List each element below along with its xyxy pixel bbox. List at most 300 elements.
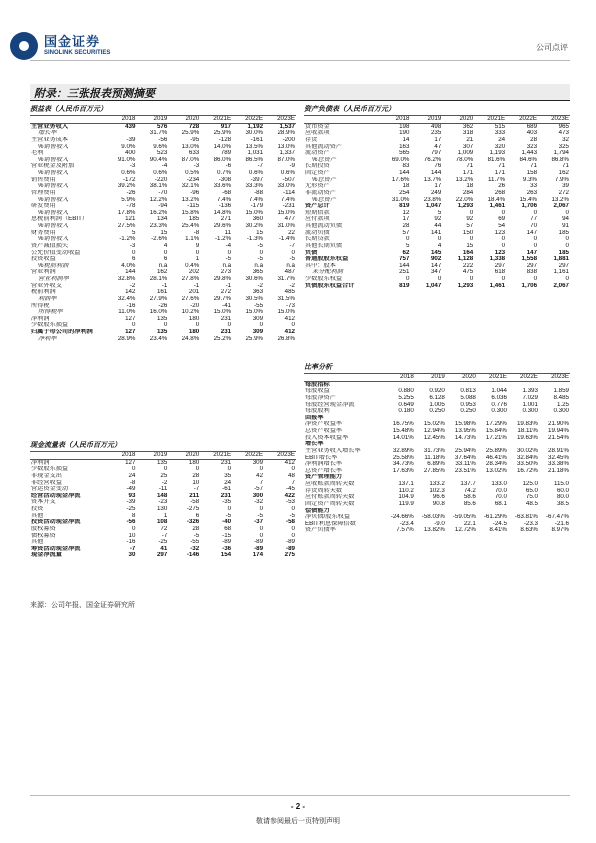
value-cell: 13.2%	[455, 176, 474, 183]
value-cell	[446, 441, 477, 448]
value-cell: 180	[188, 459, 200, 466]
logo-name-en: SINOLINK SECURITIES	[44, 50, 111, 56]
value-cell: 1,461	[489, 203, 506, 210]
value-cell: 70.0	[494, 494, 507, 501]
row-label: 应付账款周转天数	[305, 494, 355, 501]
value-cell: 0	[565, 236, 569, 243]
row-label: 未分配利润	[312, 269, 343, 276]
header-blank-cell	[304, 374, 384, 381]
value-cell: -73	[286, 302, 295, 309]
value-cell: -41	[222, 302, 232, 309]
table-row	[30, 459, 296, 466]
value-cell: 0	[131, 466, 136, 473]
row-label: 其他流动负债	[305, 223, 343, 229]
value-cell: 819	[399, 203, 410, 210]
value-cell: 71	[530, 163, 538, 170]
value-cell: 0	[405, 276, 410, 282]
value-cell: 0	[291, 466, 295, 473]
value-cell: 65.0	[525, 487, 538, 494]
value-cell: 32.89%	[392, 447, 414, 454]
table-row	[304, 461, 570, 468]
year-header-cell: 2018	[384, 374, 415, 381]
value-cell: 31.0%	[391, 196, 410, 203]
year-header-cell: 2020	[446, 374, 477, 381]
table-row	[304, 501, 570, 508]
value-cell: -6	[225, 163, 232, 170]
value-cell: 297	[526, 262, 538, 269]
value-cell: -89	[254, 539, 264, 546]
value-cell: 110.2	[398, 487, 414, 494]
value-cell: 1	[163, 512, 168, 519]
value-cell: 5	[437, 209, 442, 216]
table-row	[304, 381, 570, 388]
value-cell	[539, 441, 570, 448]
row-label: EBIT利息保障倍数	[305, 520, 356, 527]
value-cell: 28	[192, 525, 200, 532]
value-cell: 360	[252, 216, 264, 223]
value-cell: 185	[558, 229, 569, 236]
value-cell: 11	[224, 229, 232, 236]
value-cell: 0	[469, 209, 474, 216]
value-cell: -26	[158, 302, 168, 309]
table-row	[30, 150, 296, 157]
year-header-cell: 2021E	[200, 116, 232, 123]
row-label: 资产减值损失	[31, 242, 69, 249]
value-cell: 13.5%	[245, 143, 264, 150]
table-row	[30, 336, 296, 343]
row-label: 息税前利润（EBIT）	[31, 216, 89, 223]
value-cell: -4	[225, 242, 232, 249]
value-cell: 33.11%	[455, 461, 476, 468]
table-row	[30, 480, 296, 487]
value-cell: -3	[193, 163, 200, 170]
value-cell: -5	[257, 256, 264, 263]
value-cell: -5	[257, 512, 264, 519]
value-cell: 15.0%	[245, 309, 264, 316]
value-cell: 1,192	[247, 123, 264, 130]
table-row	[304, 283, 570, 290]
value-cell: 76.2%	[423, 156, 442, 163]
value-cell: 8.41%	[489, 527, 507, 534]
value-cell: 1,461	[489, 282, 506, 289]
value-cell: 1,193	[489, 150, 506, 157]
value-cell: 15.8%	[181, 209, 200, 216]
value-cell: 135	[156, 459, 168, 466]
value-cell: 0.920	[429, 388, 445, 395]
value-cell: 15	[466, 242, 474, 249]
row-label: 流动负债	[305, 229, 330, 236]
value-cell: -5	[257, 242, 264, 249]
value-cell: -2.6%	[151, 236, 168, 243]
value-cell: 119.9	[398, 500, 414, 507]
value-cell: -23	[158, 499, 168, 506]
year-header-row	[304, 116, 570, 123]
value-cell: 309	[252, 459, 264, 466]
value-cell: -39	[126, 136, 136, 143]
value-cell: 309	[252, 315, 264, 322]
value-cell: -58	[190, 499, 200, 506]
table-row	[304, 527, 570, 534]
year-header-cell: 2020	[168, 116, 200, 123]
table-row	[304, 236, 570, 243]
table-row	[304, 157, 570, 164]
value-cell: 14.73%	[454, 434, 476, 441]
value-cell: 76	[434, 163, 442, 170]
table-row	[30, 250, 296, 257]
value-cell: 475	[462, 269, 474, 276]
value-cell: 162	[156, 269, 168, 276]
value-cell: -326	[186, 519, 200, 526]
value-cell: 68	[224, 525, 232, 532]
table-row	[30, 309, 296, 316]
value-cell: 273	[220, 269, 232, 276]
year-header-cell: 2019	[136, 452, 168, 459]
value-cell	[477, 508, 508, 515]
row-label: 管理费用	[31, 189, 56, 196]
value-cell: -53	[286, 499, 295, 506]
row-label: 筹资活动现金净流	[31, 545, 81, 552]
value-cell: 7.4%	[248, 196, 264, 203]
value-cell: -7	[257, 163, 264, 170]
value-cell: -507	[282, 176, 295, 183]
value-cell: 1,706	[521, 203, 538, 210]
row-label: 销售费用	[31, 176, 56, 183]
value-cell: 0.180	[398, 408, 414, 415]
value-cell: 158	[526, 170, 538, 176]
row-label: 总资产收益率	[305, 428, 343, 434]
table-row	[30, 519, 296, 526]
value-cell: -24.66%	[390, 514, 414, 521]
value-cell: 15	[256, 229, 264, 236]
value-cell: 7.9%	[554, 176, 569, 183]
row-label: 营业税金及附加	[31, 163, 75, 170]
value-cell: 32.84%	[516, 454, 538, 461]
value-cell: 23.3%	[149, 223, 168, 229]
value-cell: 2,067	[553, 203, 569, 210]
value-cell: 8	[131, 512, 136, 519]
value-cell: 21	[466, 136, 474, 143]
table-row	[304, 276, 570, 283]
value-cell: 498	[430, 123, 442, 130]
row-label: 少数股东损益	[31, 466, 69, 473]
value-cell: 5	[131, 229, 136, 236]
row-label: 营业利润率	[38, 276, 69, 282]
value-cell: n.a	[286, 262, 295, 269]
table-row	[304, 435, 570, 442]
value-cell: 0	[501, 209, 506, 216]
row-label: 其他流动资产	[305, 143, 343, 150]
table-row	[30, 177, 296, 184]
footer-divider	[30, 795, 570, 796]
ratio-analysis-title: 比率分析	[304, 362, 570, 374]
value-cell: 94	[562, 216, 569, 223]
value-cell: 13.2%	[551, 196, 569, 203]
value-cell: 13.82%	[423, 527, 445, 534]
table-row	[304, 494, 570, 501]
value-cell: 29.7%	[213, 295, 232, 302]
value-cell: 28.9%	[117, 335, 136, 342]
year-header-row	[304, 374, 570, 381]
value-cell: -146	[186, 552, 200, 559]
value-cell: 15.98%	[454, 421, 476, 428]
row-label: 回报率	[305, 414, 324, 421]
table-row	[30, 183, 296, 190]
value-cell: 15.02%	[423, 421, 445, 428]
value-cell: -2	[129, 282, 136, 289]
value-cell	[539, 381, 570, 388]
value-cell	[384, 441, 415, 448]
row-label: %销售收入	[38, 183, 69, 190]
value-cell: 412	[284, 329, 295, 335]
row-label: 毛利	[31, 150, 44, 157]
value-cell: 12.45%	[423, 434, 445, 441]
table-row	[30, 513, 296, 520]
value-cell: 0	[437, 276, 442, 282]
value-cell: -94	[158, 203, 168, 210]
year-header-cell: 2021E	[200, 452, 232, 459]
value-cell: -3	[129, 242, 136, 249]
value-cell: 102.3	[429, 487, 445, 494]
value-cell: 33	[530, 183, 538, 190]
table-row	[304, 263, 570, 270]
value-cell: 28	[530, 136, 538, 143]
value-cell: 412	[284, 315, 295, 322]
value-cell: -1.3%	[246, 236, 264, 243]
value-cell: 263	[526, 189, 538, 196]
year-header-cell: 2018	[104, 116, 136, 123]
value-cell: 917	[220, 123, 232, 130]
value-cell	[446, 508, 477, 515]
value-cell: 47	[434, 143, 442, 150]
row-label: 每股指标	[305, 381, 330, 388]
value-cell: 0	[291, 322, 295, 329]
value-cell: -2	[289, 282, 295, 289]
row-label: 应付款项	[305, 216, 330, 223]
value-cell: 0	[259, 506, 264, 512]
value-cell: 62	[402, 249, 410, 256]
value-cell: 39	[562, 183, 569, 190]
value-cell: 44	[434, 223, 442, 229]
table-row	[30, 283, 296, 290]
value-cell: -8	[129, 479, 136, 486]
table-row	[304, 190, 570, 197]
value-cell: 14.01%	[392, 434, 414, 441]
value-cell: 30.5%	[245, 295, 264, 302]
value-cell: 403	[526, 130, 538, 137]
table-row	[304, 395, 570, 402]
value-cell: 42	[256, 472, 264, 479]
table-row	[30, 223, 296, 230]
value-cell: 0	[227, 322, 232, 329]
value-cell: 137.1	[398, 481, 414, 487]
row-label: 流动资产	[305, 150, 330, 157]
value-cell: -1	[225, 282, 232, 289]
year-header-cell: 2018	[378, 116, 410, 123]
value-cell: 11.0%	[118, 309, 136, 316]
value-cell: -308	[218, 176, 232, 183]
value-cell: 133.2	[429, 481, 445, 487]
year-header-cell: 2022E	[508, 374, 539, 381]
value-cell: 249	[430, 189, 442, 196]
source-note: 来源：公司年报、国金证券研究所	[30, 602, 135, 609]
value-cell: 144	[399, 262, 410, 269]
value-cell: 309	[252, 329, 264, 335]
value-cell: 0	[163, 466, 168, 473]
value-cell: 25	[160, 472, 168, 479]
value-cell: -7	[129, 545, 136, 552]
value-cell: -88	[254, 189, 264, 196]
value-cell: -5	[225, 256, 232, 263]
value-cell: 477	[284, 216, 295, 223]
table-row	[304, 250, 570, 257]
value-cell: 1,293	[457, 282, 474, 289]
value-cell: 0.6%	[248, 170, 264, 176]
value-cell: 297	[156, 552, 168, 559]
value-cell: 32.4%	[117, 295, 136, 302]
value-cell: -89	[286, 539, 295, 546]
value-cell: 15.0%	[277, 209, 295, 216]
value-cell: 87.0%	[181, 156, 200, 163]
value-cell: 0	[469, 276, 474, 282]
value-cell: -9	[289, 163, 295, 170]
value-cell: 0.300	[522, 408, 538, 415]
value-cell: 6	[195, 512, 200, 519]
value-cell: 6	[131, 256, 136, 263]
value-cell: 5.9%	[121, 196, 136, 203]
value-cell: 25.2%	[213, 335, 232, 342]
value-cell: 71	[466, 163, 474, 170]
row-label: 所得税率	[38, 309, 63, 316]
table-row	[304, 144, 570, 151]
value-cell: 86.5%	[245, 156, 264, 163]
value-cell: -179	[250, 203, 264, 210]
table-row	[30, 499, 296, 506]
value-cell: -24.5	[492, 520, 507, 527]
value-cell: 0	[195, 249, 200, 256]
value-cell	[415, 441, 446, 448]
value-cell: 422	[284, 492, 295, 499]
value-cell: 144	[430, 170, 442, 176]
value-cell: -200	[282, 136, 295, 143]
row-label: 少数股东损益	[31, 322, 69, 329]
value-cell: 142	[125, 289, 136, 296]
value-cell: 16.72%	[516, 467, 538, 474]
table-row	[304, 421, 570, 428]
value-cell: 78.0%	[455, 156, 474, 163]
value-cell: 17.21%	[485, 434, 507, 441]
table-row	[304, 468, 570, 475]
row-label: 负债股东权益合计	[305, 282, 355, 289]
value-cell: 91	[562, 223, 569, 229]
table-row	[30, 269, 296, 276]
value-cell: 127	[125, 315, 136, 322]
value-cell: 1.044	[491, 388, 507, 395]
table-row	[30, 256, 296, 263]
header-divider	[30, 60, 570, 61]
row-label: 经营活动现金净流	[31, 492, 81, 499]
table-row	[30, 144, 296, 151]
year-header-cell: 2019	[410, 116, 442, 123]
table-row	[30, 130, 296, 137]
table-row	[304, 216, 570, 223]
value-cell	[446, 415, 477, 422]
table-row	[30, 546, 296, 553]
value-cell: 307	[462, 143, 474, 150]
value-cell: 23.4%	[149, 335, 168, 342]
value-cell: 93	[128, 492, 136, 499]
row-label: %总资产	[312, 156, 337, 163]
table-row	[30, 236, 296, 243]
table-row	[30, 289, 296, 296]
value-cell: -37	[254, 519, 264, 526]
value-cell: 838	[526, 269, 538, 276]
value-cell: 27.8%	[181, 276, 200, 282]
table-row	[304, 183, 570, 190]
value-cell	[508, 508, 539, 515]
value-cell	[415, 508, 446, 515]
value-cell: 284	[462, 189, 474, 196]
value-cell: 133.0	[491, 481, 507, 487]
table-row	[30, 230, 296, 237]
row-label: %销售收入	[38, 196, 69, 203]
value-cell: 31.73%	[423, 447, 445, 454]
value-cell: -1	[161, 282, 168, 289]
table-row	[30, 210, 296, 217]
value-cell: 164	[462, 249, 474, 256]
value-cell: 1.393	[522, 388, 538, 395]
value-cell: 4	[163, 242, 168, 249]
table-row	[30, 533, 296, 540]
value-cell: 137.7	[460, 481, 476, 487]
year-header-row	[30, 452, 296, 459]
table-row	[30, 203, 296, 210]
year-header-cell: 2022E	[232, 116, 264, 123]
row-label: 股权募资	[31, 525, 56, 532]
value-cell: 180	[188, 329, 200, 335]
value-cell: 0.300	[553, 408, 569, 415]
header-blank-cell	[30, 116, 104, 123]
value-cell: 33.3%	[245, 183, 264, 190]
value-cell: 32	[562, 136, 569, 143]
table-row	[304, 441, 570, 448]
value-cell: 0	[533, 209, 538, 216]
value-cell: -21.6	[554, 520, 569, 527]
row-label: 资产管理能力	[305, 474, 343, 481]
value-cell: 0.6%	[153, 170, 168, 176]
value-cell	[415, 415, 446, 422]
value-cell: 0	[259, 322, 264, 329]
value-cell: 21.18%	[548, 467, 569, 474]
row-label: 所得税	[31, 302, 50, 309]
value-cell: -7	[289, 242, 295, 249]
value-cell: 135	[156, 315, 168, 322]
header-blank-cell	[304, 116, 378, 123]
value-cell: -5	[193, 532, 200, 539]
table-row	[30, 123, 296, 130]
value-cell: 231	[220, 329, 232, 335]
table-row	[304, 203, 570, 210]
value-cell: 24	[224, 479, 232, 486]
value-cell: -35	[222, 499, 232, 506]
table-row	[30, 493, 296, 500]
value-cell: 1,009	[457, 150, 474, 157]
value-cell: 5	[405, 242, 410, 249]
value-cell: 0	[195, 322, 200, 329]
value-cell: 0.880	[398, 388, 414, 395]
income-statement-panel	[30, 104, 296, 342]
value-cell: 325	[558, 143, 569, 150]
value-cell: 0	[565, 209, 569, 216]
